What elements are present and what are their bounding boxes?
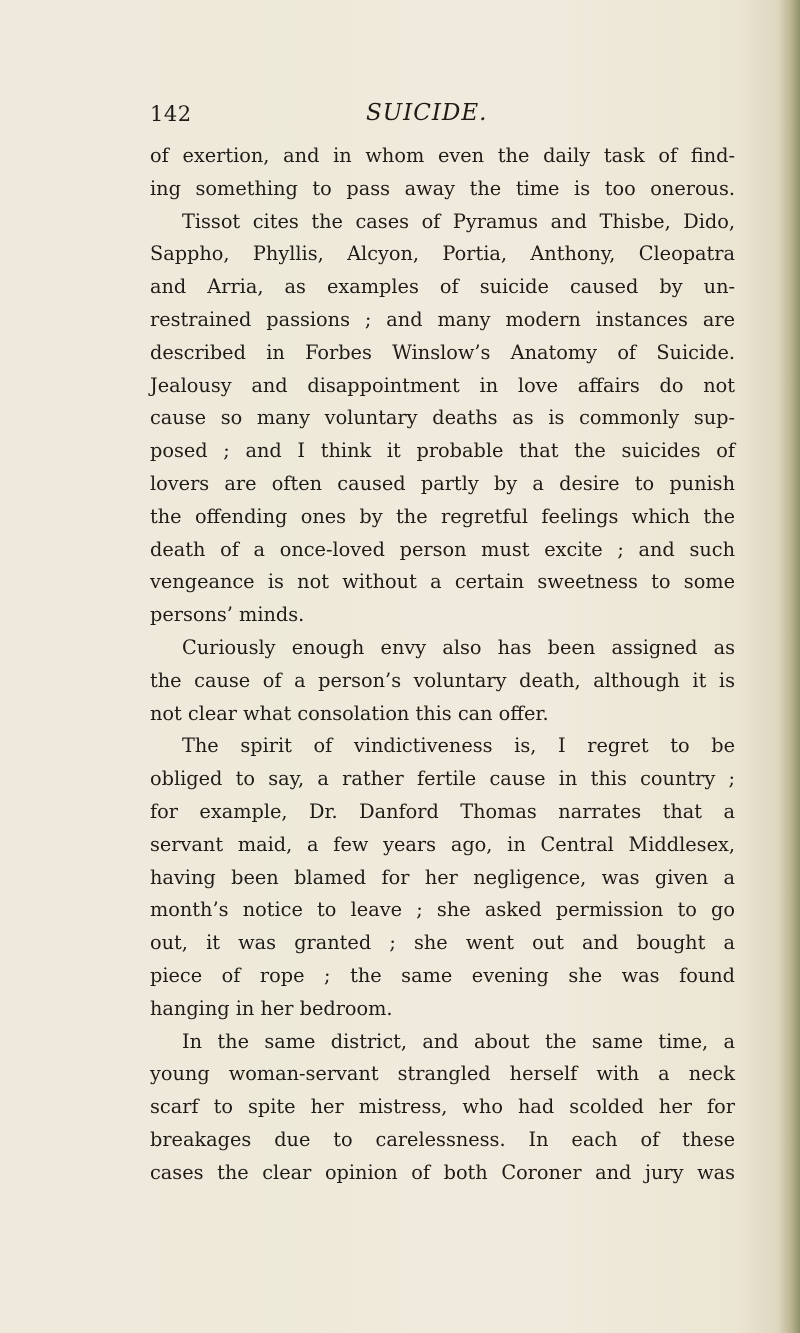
text-line: The spirit of vindictiveness is, I regret to be (182, 734, 735, 758)
text-line: Tissot cites the cases of Pyramus and Thisbe, Dido, (182, 209, 735, 233)
text-line: obliged to say, a rather fertile cause in this country ; (150, 767, 735, 791)
text-line: the offending ones by the regretful feelings which the (150, 504, 735, 528)
text-line: hanging in her bedroom. (150, 996, 393, 1020)
text-line: In the same district, and about the same time, a (182, 1029, 735, 1053)
text-line: out, it was granted ; she went out and bought a (150, 931, 735, 955)
text-line: scarf to spite her mistress, who had scolded her for (150, 1095, 735, 1119)
text-line: Sappho, Phyllis, Alcyon, Portia, Anthony, Cleopatra (150, 242, 735, 266)
text-line: lovers are often caused partly by a desire to punish (150, 471, 735, 495)
text-line: and Arria, as examples of suicide caused by un- (150, 275, 735, 299)
body-text (150, 140, 735, 1190)
text-line: posed ; and I think it probable that the suicides of (150, 439, 735, 463)
page-edge-shadow (778, 0, 800, 1333)
text-line: cases the clear opinion of both Coroner and jury was (150, 1160, 735, 1184)
running-head: SUICIDE. (366, 100, 488, 126)
text-line: servant maid, a few years ago, in Central Middlesex, (150, 832, 735, 856)
page-number: 142 (150, 102, 192, 126)
text-line: piece of rope ; the same evening she was found (150, 963, 735, 987)
text-line: Curiously enough envy also has been assigned as (182, 635, 735, 659)
text-line: month’s notice to leave ; she asked permission to go (150, 898, 735, 922)
text-line: for example, Dr. Danford Thomas narrates that a (150, 799, 735, 823)
text-line: Jealousy and disappointment in love affairs do not (150, 373, 735, 397)
text-line: young woman-servant strangled herself with a neck (150, 1062, 735, 1086)
text-line: vengeance is not without a certain sweetness to some (150, 570, 735, 594)
text-line: described in Forbes Winslow’s Anatomy of Suicide. (150, 340, 735, 364)
text-line: having been blamed for her negligence, was given a (150, 865, 735, 889)
text-line: breakages due to carelessness. In each of these (150, 1127, 735, 1151)
page-header (150, 96, 720, 136)
text-line: ing something to pass away the time is too onerous. (150, 176, 735, 200)
text-line: persons’ minds. (150, 603, 305, 627)
text-line: death of a once-loved person must excite ; and such (150, 537, 735, 561)
text-line: the cause of a person’s voluntary death, although it is (150, 668, 735, 692)
text-line: of exertion, and in whom even the daily task of find- (150, 144, 735, 167)
text-line: cause so many voluntary deaths as is commonly sup- (150, 406, 735, 430)
text-line: not clear what consolation this can offer. (150, 701, 549, 725)
text-line: restrained passions ; and many modern instances are (150, 307, 735, 331)
